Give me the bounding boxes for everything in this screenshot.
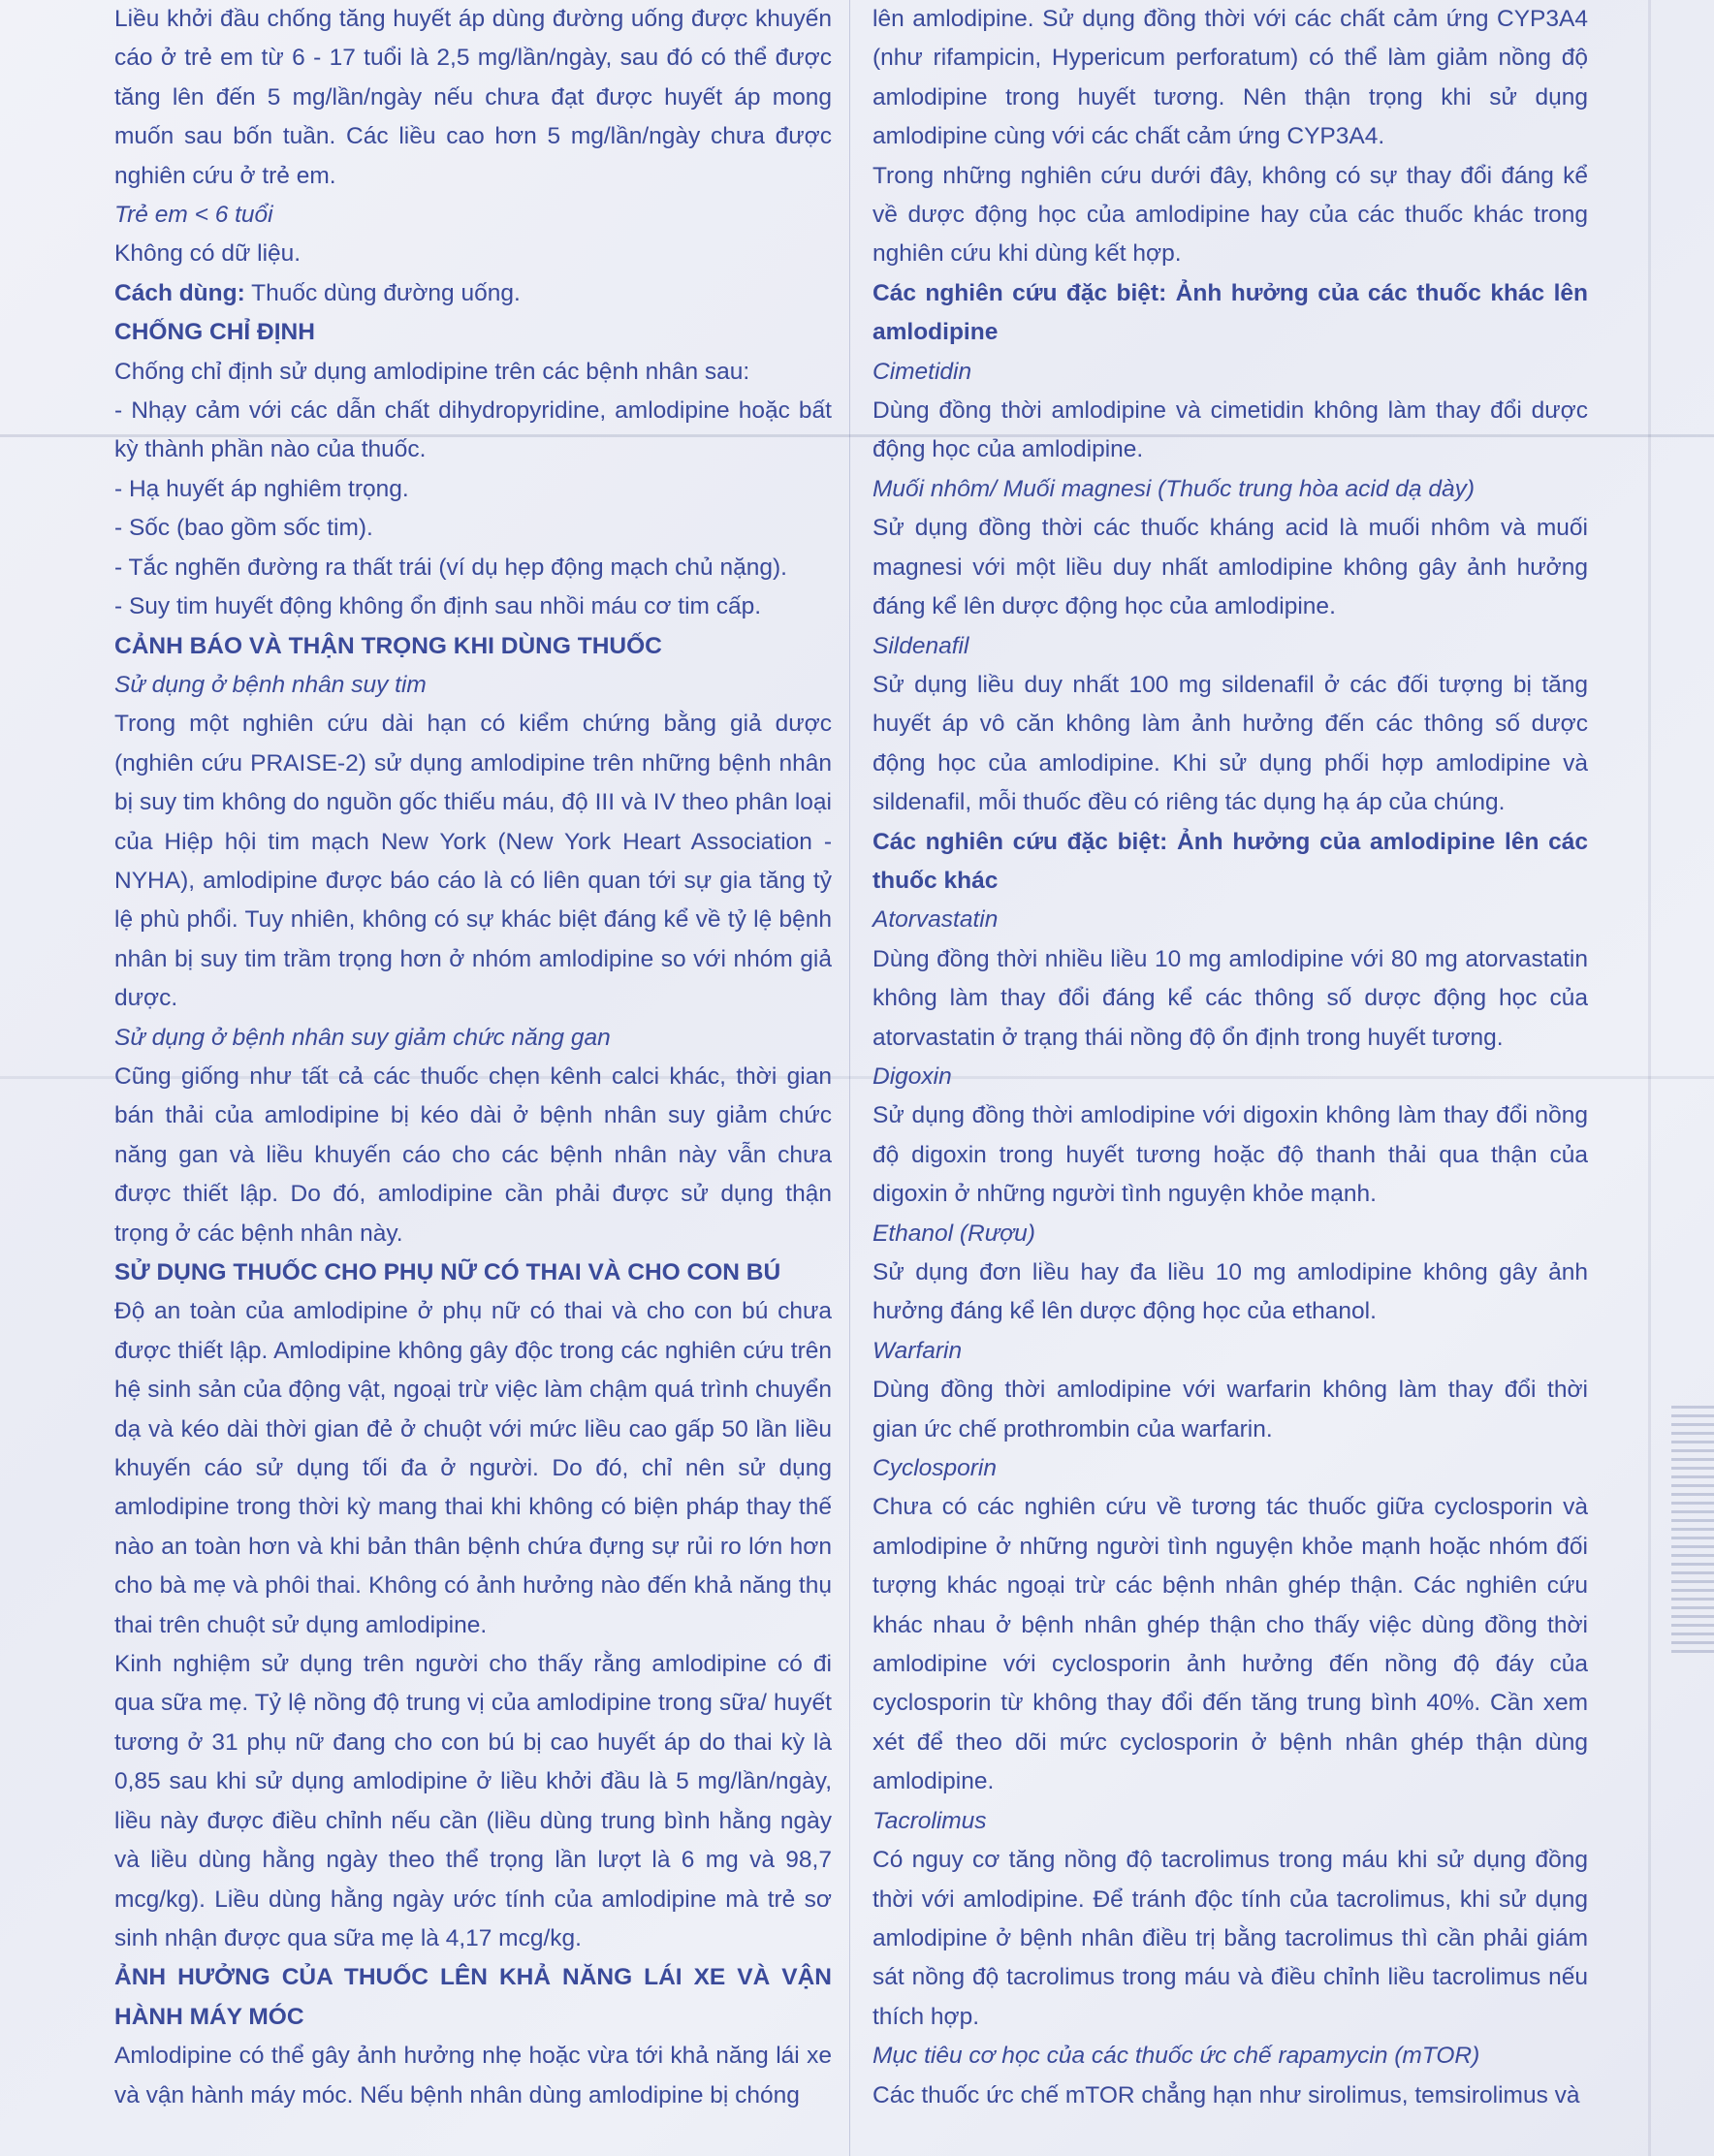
subsection-heading: Digoxin bbox=[873, 1062, 952, 1090]
paragraph bbox=[114, 274, 832, 313]
paragraph: Kinh nghiệm sử dụng trên người cho thấy rằng amlodipine có đi qua sữa mẹ. Tỷ lệ nồng độ trung vị của amlodipine trong sữa/ huyết tương ở 31 phụ nữ đang cho con bú bị cao huyết áp do thai kỳ là 0,85 sau khi sử dụng amlodipine ở liều khởi đầu là 5 mg/lần/ngày, liều này được điều chỉnh nếu cần (liều dùng trung bình hằng ngày và liều dùng hằng ngày theo thể trọng lần lượt là 6 mg và 98,7 mcg/kg). Liều dùng hằng ngày ước tính của amlodipine mà trẻ sơ sinh nhận được qua sữa mẹ là 4,17 mcg/kg. bbox=[114, 1651, 832, 1951]
subsection-heading: Sử dụng ở bệnh nhân suy giảm chức năng gan bbox=[114, 1024, 611, 1051]
subsection-heading: Ethanol (Rượu) bbox=[873, 1220, 1035, 1247]
paragraph: Chống chỉ định sử dụng amlodipine trên các bệnh nhân sau: bbox=[114, 358, 750, 385]
paragraph: Cũng giống như tất cả các thuốc chẹn kênh calci khác, thời gian bán thải của amlodipine bị kéo dài ở bệnh nhân suy giảm chức năng gan và liều khuyến cáo cho các bệnh nhân này vẫn chưa được thiết lập. Do đó, amlodipine cần phải được sử dụng thận trọng ở các bệnh nhân này. bbox=[114, 1062, 832, 1247]
subsection-heading: Mục tiêu cơ học của các thuốc ức chế rapamycin (mTOR) bbox=[873, 2043, 1480, 2070]
paragraph: Dùng đồng thời amlodipine và cimetidin không làm thay đổi dược động học của amlodipine. bbox=[873, 397, 1588, 463]
subsection-heading: Trẻ em < 6 tuổi bbox=[114, 202, 273, 229]
paragraph: - Tắc nghẽn đường ra thất trái (ví dụ hẹp động mạch chủ nặng). bbox=[114, 554, 787, 581]
subsection-heading: Cyclosporin bbox=[873, 1455, 997, 1482]
section-heading: CẢNH BÁO VÀ THẬN TRỌNG KHI DÙNG THUỐC bbox=[114, 632, 662, 659]
subsection-heading: Sildenafil bbox=[873, 632, 969, 659]
subsection-heading: Warfarin bbox=[873, 1337, 963, 1364]
section-heading: ẢNH HƯỞNG CỦA THUỐC LÊN KHẢ NĂNG LÁI XE VÀ VẬN HÀNH MÁY MÓC bbox=[114, 1964, 832, 2030]
paragraph-text: Thuốc dùng đường uống. bbox=[244, 279, 521, 306]
paragraph: Dùng đồng thời nhiều liều 10 mg amlodipine với 80 mg atorvastatin không làm thay đổi đáng kể các thông số dược động học của atorvastatin ở trạng thái nồng độ ổn định trong huyết tương. bbox=[873, 945, 1588, 1051]
left-column bbox=[114, 0, 832, 2115]
paper-fold bbox=[1648, 0, 1651, 2156]
subsection-heading: Cimetidin bbox=[873, 358, 972, 385]
paragraph: Trong một nghiên cứu dài hạn có kiểm chứng bằng giả dược (nghiên cứu PRAISE-2) sử dụng amlodipine trên những bệnh nhân bị suy tim không do nguồn gốc thiếu máu, độ III và IV theo phân loại của Hiệp hội tim mạch New York (New York Heart Association - NYHA), amlodipine được báo cáo là có liên quan tới sự gia tăng tỷ lệ phù phổi. Tuy nhiên, không có sự khác biệt đáng kể về tỷ lệ bệnh nhân bị suy tim trầm trọng hơn ở nhóm amlodipine so với nhóm giả dược. bbox=[114, 711, 832, 1012]
paragraph: Sử dụng đơn liều hay đa liều 10 mg amlodipine không gây ảnh hưởng đáng kể lên dược động học của ethanol. bbox=[873, 1259, 1588, 1325]
subsection-heading: Sử dụng ở bệnh nhân suy tim bbox=[114, 671, 427, 698]
paragraph: lên amlodipine. Sử dụng đồng thời với các chất cảm ứng CYP3A4 (như rifampicin, Hypericum perforatum) có thể làm giảm nồng độ amlodipine trong huyết tương. Nên thận trọng khi sử dụng amlodipine cùng với các chất cảm ứng CYP3A4. bbox=[873, 6, 1588, 150]
paragraph: - Suy tim huyết động không ổn định sau nhồi máu cơ tim cấp. bbox=[114, 593, 762, 620]
subsection-heading: Tacrolimus bbox=[873, 1807, 987, 1834]
section-heading: Các nghiên cứu đặc biệt: Ảnh hưởng của các thuốc khác lên amlodipine bbox=[873, 279, 1588, 346]
section-heading: SỬ DỤNG THUỐC CHO PHỤ NỮ CÓ THAI VÀ CHO CON BÚ bbox=[114, 1259, 781, 1285]
page-edge-texture bbox=[1671, 1406, 1714, 1658]
paragraph: - Hạ huyết áp nghiêm trọng. bbox=[114, 475, 409, 502]
column-divider bbox=[849, 0, 850, 2156]
paragraph: Sử dụng liều duy nhất 100 mg sildenafil ở các đối tượng bị tăng huyết áp vô căn không làm ảnh hưởng đến các thông số dược động học của amlodipine. Khi sử dụng phối hợp amlodipine và sildenafil, mỗi thuốc đều có riêng tác dụng hạ áp của chúng. bbox=[873, 671, 1588, 816]
subsection-heading: Atorvastatin bbox=[873, 906, 999, 934]
paragraph: Sử dụng đồng thời các thuốc kháng acid là muối nhôm và muối magnesi với một liều duy nhất amlodipine không gây ảnh hưởng đáng kể lên dược động học của amlodipine. bbox=[873, 515, 1588, 620]
paragraph: Trong những nghiên cứu dưới đây, không có sự thay đổi đáng kể về dược động học của amlodipine hay của các thuốc khác trong nghiên cứu khi dùng kết hợp. bbox=[873, 162, 1588, 268]
paragraph: Sử dụng đồng thời amlodipine với digoxin không làm thay đổi nồng độ digoxin trong huyết tương hoặc độ thanh thải qua thận của digoxin ở những người tình nguyện khỏe mạnh. bbox=[873, 1102, 1588, 1208]
paragraph: Có nguy cơ tăng nồng độ tacrolimus trong máu khi sử dụng đồng thời với amlodipine. Để tránh độc tính của tacrolimus, khi sử dụng amlodipine ở bệnh nhân điều trị bằng tacrolimus thì cần phải giám sát nồng độ tacrolimus trong máu và điều chỉnh liều tacrolimus nếu thích hợp. bbox=[873, 1847, 1588, 2030]
paragraph: Độ an toàn của amlodipine ở phụ nữ có thai và cho con bú chưa được thiết lập. Amlodipine không gây độc trong các nghiên cứu trên hệ sinh sản của động vật, ngoại trừ việc làm chậm quá trình chuyển dạ và kéo dài thời gian đẻ ở chuột với mức liều cao gấp 50 lần liều khuyến cáo sử dụng tối đa ở người. Do đó, chỉ nên sử dụng amlodipine trong thời kỳ mang thai khi không có biện pháp thay thế nào an toàn hơn và khi bản thân bệnh chứa đựng sự rủi ro lớn hơn cho bà mẹ và phôi thai. Không có ảnh hưởng nào đến khả năng thụ thai trên chuột sử dụng amlodipine. bbox=[114, 1298, 832, 1638]
paragraph: Không có dữ liệu. bbox=[114, 240, 302, 268]
lead-label: Cách dùng: bbox=[114, 279, 245, 306]
section-heading: Các nghiên cứu đặc biệt: Ảnh hưởng của amlodipine lên các thuốc khác bbox=[873, 828, 1588, 894]
paragraph: - Sốc (bao gồm sốc tim). bbox=[114, 515, 373, 542]
paragraph: Amlodipine có thể gây ảnh hưởng nhẹ hoặc vừa tới khả năng lái xe và vận hành máy móc. Nếu bệnh nhân dùng amlodipine bị chóng bbox=[114, 2043, 832, 2108]
section-heading: CHỐNG CHỈ ĐỊNH bbox=[114, 319, 315, 346]
subsection-heading: Muối nhôm/ Muối magnesi (Thuốc trung hòa acid dạ dày) bbox=[873, 475, 1475, 502]
paragraph: Các thuốc ức chế mTOR chẳng hạn như sirolimus, temsirolimus và bbox=[873, 2081, 1580, 2108]
paragraph: - Nhạy cảm với các dẫn chất dihydropyridine, amlodipine hoặc bất kỳ thành phần nào của thuốc. bbox=[114, 397, 832, 463]
paragraph: Dùng đồng thời amlodipine với warfarin không làm thay đổi thời gian ức chế prothrombin của warfarin. bbox=[873, 1377, 1588, 1443]
right-column bbox=[873, 0, 1588, 2115]
paragraph: Chưa có các nghiên cứu về tương tác thuốc giữa cyclosporin và amlodipine ở những người tình nguyện khỏe mạnh hoặc nhóm đối tượng khác ngoại trừ các bệnh nhân ghép thận. Các nghiên cứu khác nhau ở bệnh nhân ghép thận cho thấy việc dùng đồng thời amlodipine với cyclosporin ảnh hưởng đến nồng độ đáy của cyclosporin từ không thay đổi đến tăng trung bình 40%. Cần xem xét để theo dõi mức cyclosporin ở bệnh nhân ghép thận dùng amlodipine. bbox=[873, 1494, 1588, 1795]
paragraph: Liều khởi đầu chống tăng huyết áp dùng đường uống được khuyến cáo ở trẻ em từ 6 - 17 tuổi là 2,5 mg/lần/ngày, sau đó có thể được tăng lên đến 5 mg/lần/ngày nếu chưa đạt được huyết áp mong muốn sau bốn tuần. Các liều cao hơn 5 mg/lần/ngày chưa được nghiên cứu ở trẻ em. bbox=[114, 6, 832, 189]
